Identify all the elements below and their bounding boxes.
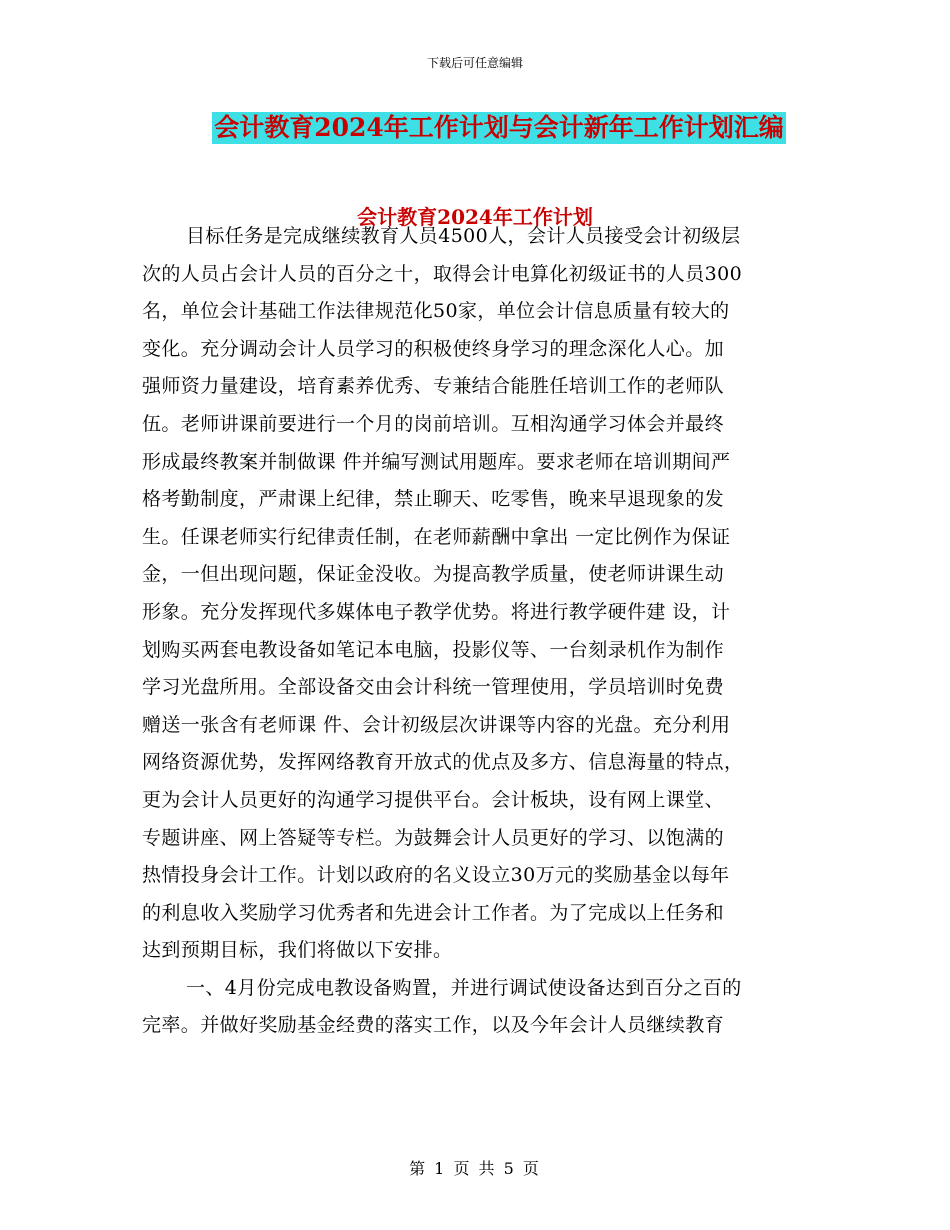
paragraph-line: 金，一但出现问题，保证金没收。为提高教学质量，使老师讲课生动 (142, 563, 725, 586)
paragraph-line: 完率。并做好奖励基金经费的落实工作，以及今年会计人员继续教育 (142, 1014, 725, 1037)
document-title-text: 会计教育2024年工作计划与会计新年工作计划汇编 (214, 113, 784, 142)
paragraph-line: 格考勤制度，严肃课上纪律，禁止聊天、吃零售，晚来早退现象的发 (142, 488, 725, 511)
paragraph-line: 网络资源优势，发挥网络教育开放式的优点及多方、信息海量的特点， (142, 751, 744, 774)
page-footer: 第 1 页 共 5 页 (409, 1159, 541, 1178)
paragraph-line: 形成最终教案并制做课 件并编写测试用题库。要求老师在培训期间严 (142, 450, 731, 473)
section-title: 会计教育2024年工作计划 (357, 205, 593, 229)
paragraph-line: 形象。充分发挥现代多媒体电子教学优势。将进行教学硬件建 设，计 (142, 600, 731, 623)
paragraph-line: 划购买两套电教设备如笔记本电脑，投影仪等、一台刻录机作为制作 (142, 638, 725, 661)
paragraph-line: 次的人员占会计人员的百分之十，取得会计电算化初级证书的人员300 (142, 262, 743, 285)
paragraph-line: 的利息收入奖励学习优秀者和先进会计工作者。为了完成以上任务和 (142, 901, 725, 924)
paragraph-line: 生。任课老师实行纪律责任制，在老师薪酬中拿出 一定比例作为保证 (142, 525, 731, 548)
paragraph-line: 强师资力量建设，培育素养优秀、专兼结合能胜任培训工作的老师队 (142, 375, 725, 398)
paragraph-line: 一、4月份完成电教设备购置，并进行调试使设备达到百分之百的 (186, 976, 742, 999)
document-title (0, 112, 950, 144)
paragraph-line: 达到预期目标，我们将做以下安排。 (142, 939, 453, 962)
paragraph-line: 名，单位会计基础工作法律规范化50家，单位会计信息质量有较大的 (142, 300, 730, 323)
paragraph-line: 目标任务是完成继续教育人员4500人，会计人员接受会计初级层 (186, 225, 741, 247)
paragraph-line: 学习光盘所用。全部设备交由会计科统一管理使用，学员培训时免费 (142, 676, 725, 699)
paragraph-line: 更为会计人员更好的沟通学习提供平台。会计板块，设有网上课堂、 (142, 788, 725, 811)
paragraph-line: 伍。老师讲课前要进行一个月的岗前培训。互相沟通学习体会并最终 (142, 412, 725, 435)
paragraph-line: 热情投身会计工作。计划以政府的名义设立30万元的奖励基金以每年 (142, 864, 730, 887)
paragraph-line: 变化。充分调动会计人员学习的积极使终身学习的理念深化人心。加 (142, 337, 725, 360)
page-header-note: 下载后可任意编辑 (426, 56, 523, 70)
body-text (142, 218, 810, 1045)
paragraph-line: 专题讲座、网上答疑等专栏。为鼓舞会计人员更好的学习、以饱满的 (142, 826, 725, 849)
paragraph-line: 赠送一张含有老师课 件、会计初级层次讲课等内容的光盘。充分利用 (142, 713, 731, 736)
